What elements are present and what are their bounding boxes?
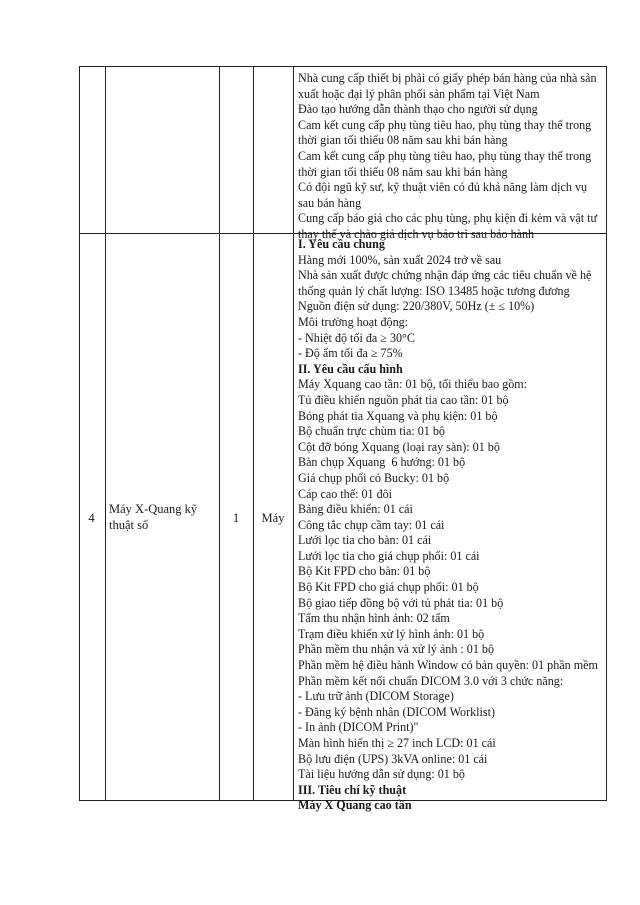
spec-line: Tấm thu nhận hình ảnh: 02 tấm [298,611,450,626]
spec-line: Bộ lưu điện (UPS) 3kVA online: 01 cái [298,751,488,766]
section-heading: III. Tiêu chí kỹ thuật [298,782,407,797]
spec-line: - Độ ẩm tối đa ≥ 75% [298,346,403,361]
section-heading: II. Yêu cầu cấu hình [298,361,403,376]
spec-line: Nhà sản xuất được chứng nhận đáp ứng các tiêu chuẩn về hệ thống quản lý chất lượng: ISO 13485 hoặc tương đương [298,268,592,298]
item-name: Máy X-Quang kỹ thuật số [109,502,198,532]
requirement-line: Cam kết cung cấp phụ tùng tiêu hao, phụ tùng thay thế trong thời gian tối thiểu 08 năm sau khi bán hàng [298,117,592,148]
spec-line: Bộ Kit FPD cho bàn: 01 bộ [298,564,431,579]
spec-line: Phần mềm kết nối chuẩn DICOM 3.0 với 3 chức năng: [298,673,564,688]
spec-line: Công tắc chụp cầm tay: 01 cái [298,517,445,532]
equipment-table [79,66,607,813]
spec-line: Giá chụp phổi có Bucky: 01 bộ [298,470,450,485]
spec-line: Màn hình hiển thị ≥ 27 inch LCD: 01 cái [298,736,496,750]
requirement-line: Đào tạo hướng dẫn thành thạo cho người sử dụng [298,102,538,117]
spec-line: Môi trường hoạt động: [298,314,409,329]
requirement-line: Cung cấp báo giá cho các phụ tùng, phụ kiện đi kèm và vật tư thay thế và chào giá dịch vụ bảo trì sau bảo hành [298,211,598,241]
spec-line: - Nhiệt độ tối đa ≥ 30°C [298,330,415,345]
requirement-line: Nhà cung cấp thiết bị phải có giấy phép bán hàng của nhà sản xuất hoặc đại lý phân phối sản phẩm tại Việt Nam [298,71,597,101]
spec-line: Nguồn điện sử dụng: 220/380V, 50Hz (± ≤ 10%) [298,299,535,314]
spec-line: Trạm điều khiển xử lý hình ảnh: 01 bộ [298,626,485,641]
spec-line: Hàng mới 100%, sản xuất 2024 trở về sau [298,252,502,267]
spec-line: Lưới lọc tia cho giá chụp phổi: 01 cái [298,548,480,563]
row-number: 4 [88,511,95,525]
spec-line: Lưới lọc tia cho bàn: 01 cái [298,533,432,548]
spec-line: Bàn chụp Xquang 6 hướng: 01 bộ [298,455,466,470]
section-heading: I. Yêu cầu chung [298,237,385,251]
spec-line: - In ảnh (DICOM Print)" [298,720,419,735]
spec-line: Cáp cao thế: 01 đôi [298,486,393,501]
spec-line: - Lưu trữ ảnh (DICOM Storage) [298,689,454,704]
requirement-line: Cam kết cung cấp phụ tùng tiêu hao, phụ tùng thay thế trong thời gian tối thiểu 08 năm sau khi bán hàng [298,148,592,179]
item-quantity: 1 [232,511,240,525]
spec-line: Bộ giao tiếp đồng bộ với tủ phát tia: 01 bộ [298,595,504,610]
spec-line: Bảng điều khiển: 01 cái [298,502,413,517]
spec-line: Cột đỡ bóng Xquang (loại ray sàn): 01 bộ [298,439,500,454]
spec-line: Phần mềm hệ điều hành Window có bản quyền: 01 phần mềm [298,658,598,673]
item-specifications [298,237,602,814]
spec-line: Phần mềm thu nhận và xử lý ảnh : 01 bộ [298,642,494,657]
section-heading: Máy X Quang cao tần [298,798,412,813]
requirement-line: Có đội ngũ kỹ sư, kỹ thuật viên có đủ khả năng làm dịch vụ sau bán hàng [298,180,588,210]
item-unit: Máy [261,511,285,525]
previous-row-requirements [298,71,602,243]
spec-line: Máy Xquang cao tần: 01 bộ, tối thiểu bao gồm: [298,377,528,392]
spec-line: Bóng phát tia Xquang và phụ kiện: 01 bộ [298,408,498,423]
spec-line: Bộ Kit FPD cho giá chụp phổi: 01 bộ [298,580,479,595]
spec-line: Tủ điều khiển nguồn phát tia cao tần: 01 bộ [298,392,509,407]
spec-line: Bộ chuẩn trực chùm tia: 01 bộ [298,424,445,439]
spec-line: - Đăng ký bệnh nhân (DICOM Worklist) [298,704,495,719]
spec-line: Tài liệu hướng dẫn sử dụng: 01 bộ [298,767,465,782]
